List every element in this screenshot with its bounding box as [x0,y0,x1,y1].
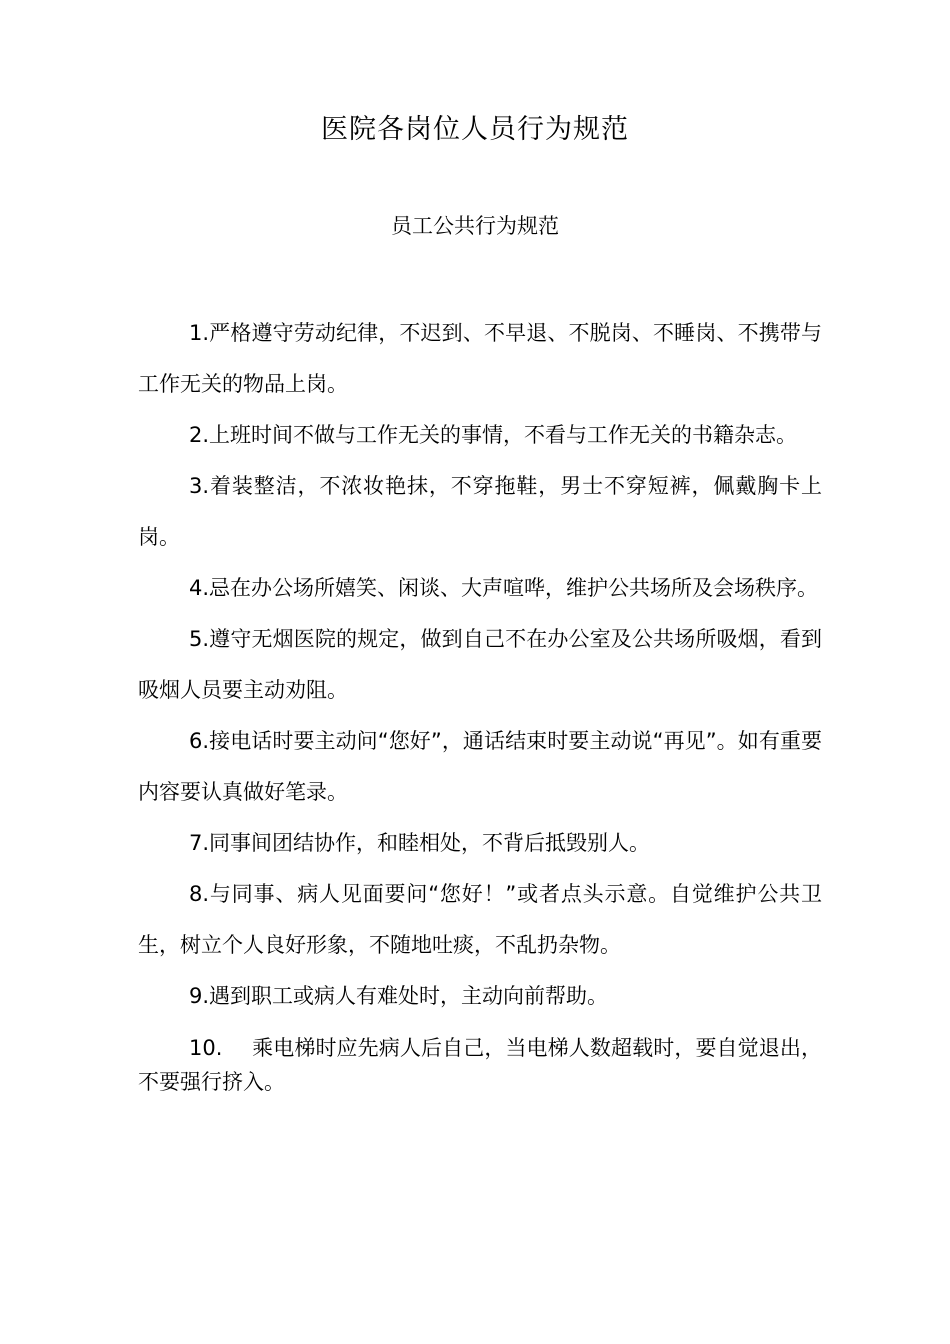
rule-item [138,1031,822,1099]
rule-text: 着装整洁，不浓妆艳抹，不穿拖鞋，男士不穿短裤，佩戴胸卡上岗。 [138,474,822,549]
rule-number: 4. [189,576,210,600]
rule-item [138,869,822,971]
rule-text: 忌在办公场所嬉笑、闲谈、大声喧哗，维护公共场所及会场秩序。 [209,576,819,600]
rule-item [138,971,822,1022]
rule-number: 6. [189,729,210,753]
rule-item [138,818,822,869]
rule-text: 与同事、病人见面要问“您好！”或者点头示意。自觉维护公共卫生，树立个人良好形象，不随地吐痰，不乱扔杂物。 [138,882,822,957]
rule-text: 同事间团结协作，和睦相处，不背后抵毁别人。 [209,831,651,855]
rule-number: 5. [189,627,210,651]
rules-list [138,308,822,1099]
rule-item [138,563,822,614]
rule-text: 接电话时要主动问“您好”，通话结束时要主动说“再见”。如有重要内容要认真做好笔录。 [138,729,822,804]
rule-number: 9. [189,984,210,1008]
rule-number: 3. [189,474,210,498]
rule-number: 10. [189,1036,223,1060]
rule-text: 严格遵守劳动纪律，不迟到、不早退、不脱岗、不睡岗、不携带与工作无关的物品上岗。 [138,321,822,396]
rule-text: 上班时间不做与工作无关的事情，不看与工作无关的书籍杂志。 [209,423,798,447]
rule-number: 1. [189,321,210,345]
rule-item [138,461,822,563]
rule-text: 遵守无烟医院的规定，做到自己不在办公室及公共场所吸烟，看到吸烟人员要主动劝阻。 [138,627,822,702]
section-title: 员工公共行为规范 [391,214,559,238]
rule-item [138,410,822,461]
rule-text: 遇到职工或病人有难处时，主动向前帮助。 [209,984,609,1008]
rule-item [138,716,822,818]
rule-text: 乘电梯时应先病人后自己，当电梯人数超载时，要自觉退出，不要强行挤入。 [138,1036,822,1094]
rule-number: 2. [189,423,210,447]
document-title: 医院各岗位人员行为规范 [321,114,629,145]
rule-number: 8. [189,882,210,906]
rule-item [138,614,822,716]
rule-item [138,308,822,410]
rule-number: 7. [189,831,210,855]
